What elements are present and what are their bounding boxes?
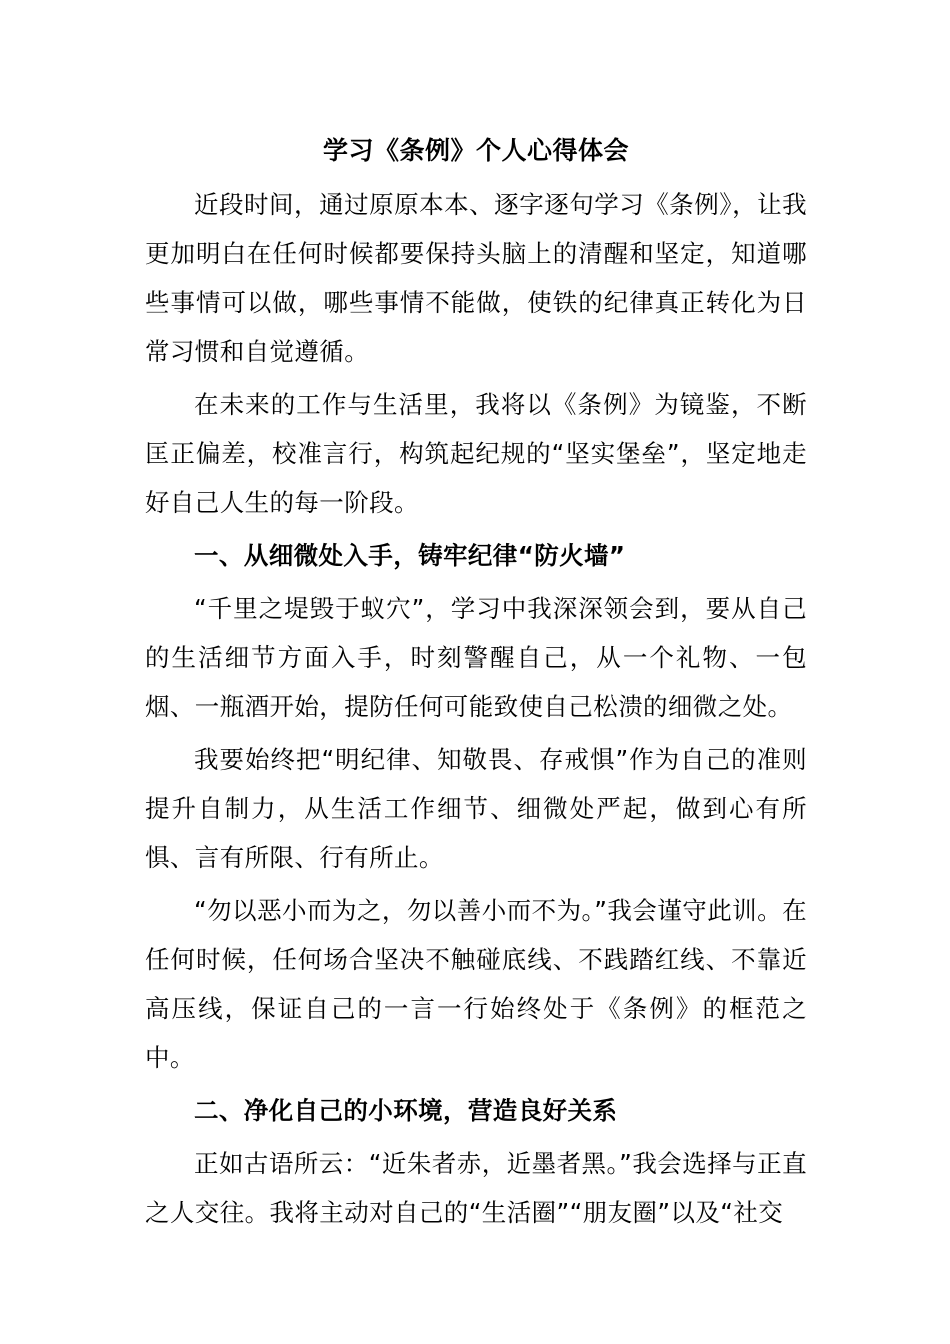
document-body <box>145 126 807 1241</box>
section-1-paragraph-3: “勿以恶小而为之，勿以善小而不为。”我会谨守此训。在任何时候，任何场合坚决不触碰底线、不践踏红线、不靠近高压线，保证自己的一言一行始终处于《条例》的框范之中。 <box>145 896 807 1072</box>
section-1-paragraph-2: 我要始终把“明纪律、知敬畏、存戒惧”作为自己的准则提升自制力，从生活工作细节、细微处严起，做到心有所惧、言有所限、行有所止。 <box>145 745 807 872</box>
section-heading-2: 二、净化自己的小环境，营造良好关系 <box>194 1096 618 1125</box>
intro-paragraph-1: 近段时间，通过原原本本、逐字逐句学习《条例》，让我更加明白在任何时候都要保持头脑上的清醒和坚定，知道哪些事情可以做，哪些事情不能做，使铁的纪律真正转化为日常习惯和自觉遵循。 <box>145 190 807 366</box>
section-2-paragraph-1: 正如古语所云：“近朱者赤，近墨者黑。”我会选择与正直之人交往。我将主动对自己的“生活圈”“朋友圈”以及“社交 <box>145 1149 807 1227</box>
document-title: 学习《条例》个人心得体会 <box>322 136 629 165</box>
intro-paragraph-2: 在未来的工作与生活里，我将以《条例》为镜鉴，不断匡正偏差，校准言行，构筑起纪规的“坚实堡垒”，坚定地走好自己人生的每一阶段。 <box>145 390 807 517</box>
section-heading-1: 一、从细微处入手，铸牢纪律“防火墙” <box>194 541 626 570</box>
section-1-paragraph-1: “千里之堤毁于蚁穴”，学习中我深深领会到，要从自己的生活细节方面入手，时刻警醒自己，从一个礼物、一包烟、一瓶酒开始，提防任何可能致使自己松溃的细微之处。 <box>145 594 807 721</box>
